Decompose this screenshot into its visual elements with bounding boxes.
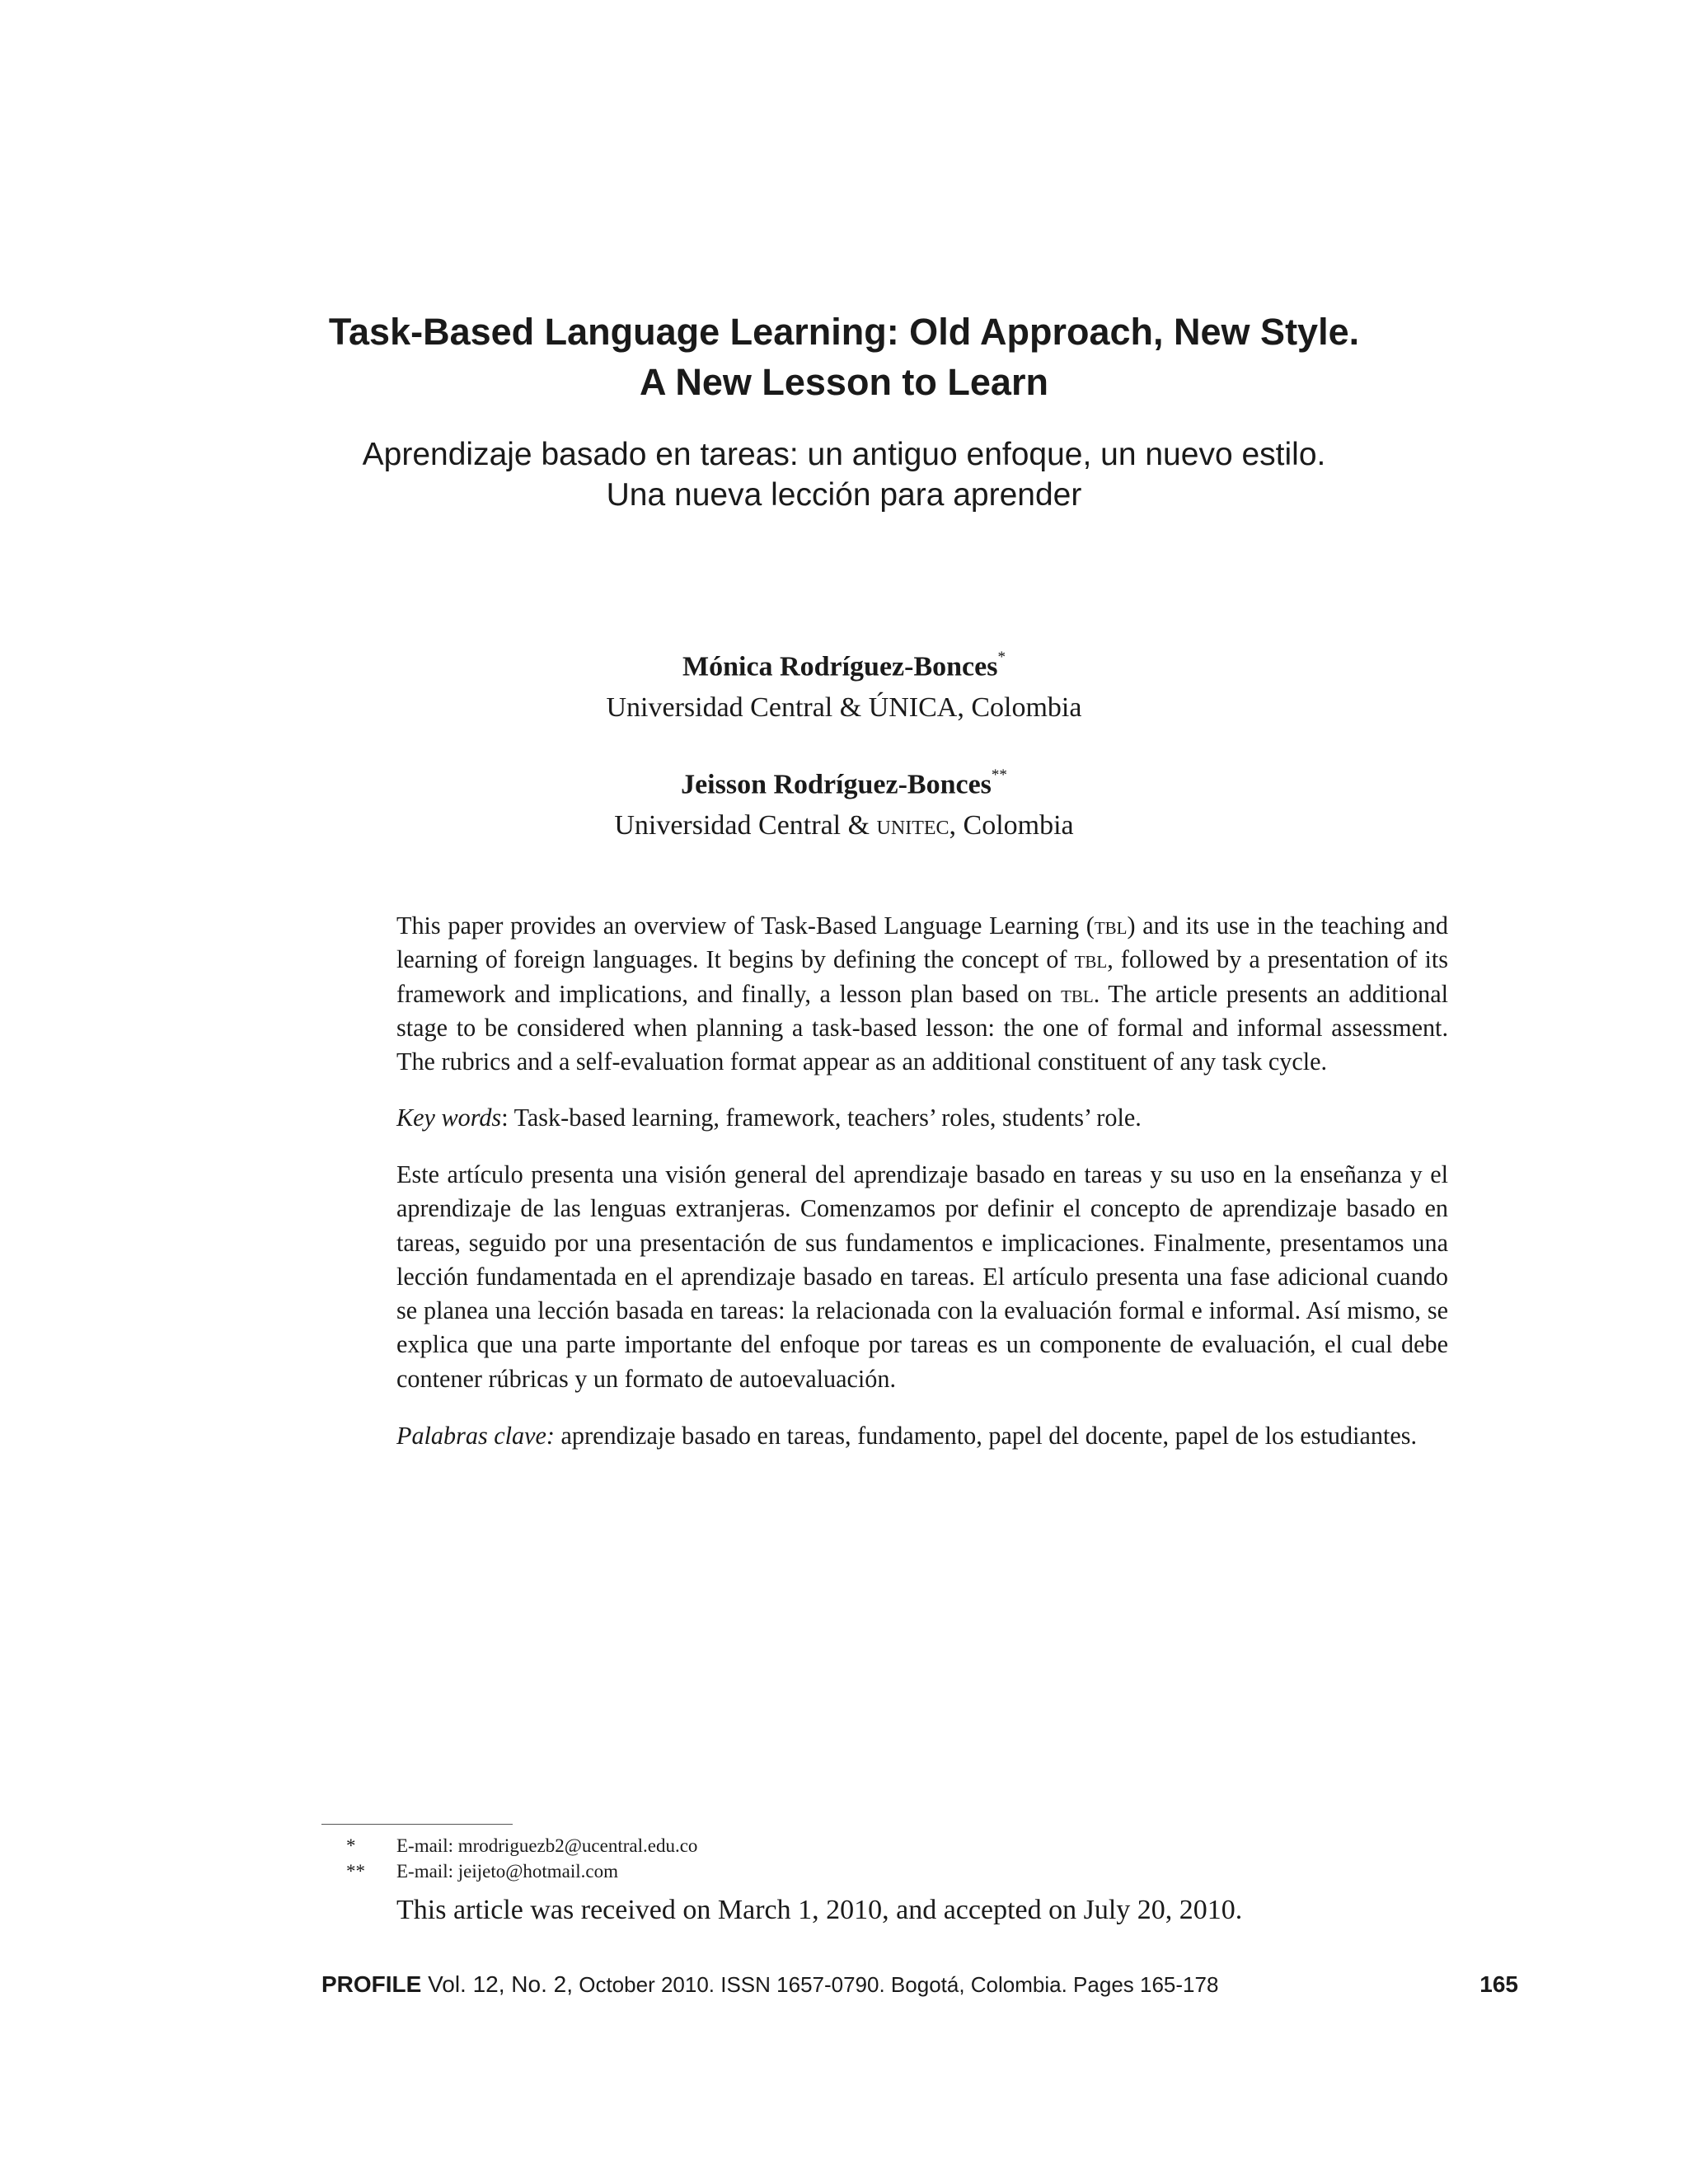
footnote-separator [321,1824,513,1825]
footnote-marker: ** [991,766,1007,784]
acronym: tbl [1061,979,1094,1008]
acronym: tbl [1094,912,1128,940]
author-block-1 [0,640,1688,729]
keywords-label: Key words [396,1104,502,1132]
page-number: 165 [1479,1971,1518,1997]
keywords-english: Key words: Task-based learning, framework, teachers’ roles, students’ role. [396,1104,1142,1132]
keywords-label: Palabras clave: [396,1422,555,1450]
journal-footer [321,1970,1218,1999]
institution-acronym: unitec [876,810,950,841]
article-title-line-2: A New Lesson to Learn [640,361,1048,403]
author-affiliation: Universidad Central & ÚNICA, Colombia [606,692,1082,724]
author-block-2 [0,758,1688,846]
author-affiliation: Universidad Central & unitec, Colombia [614,810,1074,841]
acronym: tbl [1074,945,1108,974]
received-accepted-note: This article was received on March 1, 2010, and accepted on July 20, 2010. [396,1895,1243,1925]
footnote-text: E-mail: mrodriguezb2@ucentral.edu.co [396,1835,698,1856]
article-subtitle-line-1: Aprendizaje basado en tareas: un antiguo enfoque, un nuevo estilo. [362,437,1326,472]
author-name: Mónica Rodríguez-Bonces* [682,649,1006,682]
keywords-spanish: Palabras clave: aprendizaje basado en tareas, fundamento, papel del docente, papel de los estudiantes. [396,1422,1418,1450]
footnote-mark: ** [346,1861,365,1882]
author-name: Jeisson Rodríguez-Bonces** [681,766,1007,800]
article-title-line-1: Task-Based Language Learning: Old Approach, New Style. [328,311,1360,353]
footnote-text: E-mail: jeijeto@hotmail.com [396,1861,619,1882]
footnote-2 [346,1859,618,1884]
article-subtitle-spanish [0,434,1688,515]
journal-details: October 2010. ISSN 1657-0790. Bogotá, Colombia. Pages 165-178 [573,1972,1219,1997]
abstract-spanish: Este artículo presenta una visión general del aprendizaje basado en tareas y su uso en la enseñanza y el aprendizaje de las lenguas extranjeras. Comenzamos por definir el concepto de aprendizaje basado en tareas, seguido por una presentación de sus fundamentos e implicaciones. Finalmente, presentamos una lección fundamentada en el aprendizaje basado en tareas. El artículo presenta una fase adicional cuando se planea una lección basada en tareas: la relacionada con la evaluación formal e informal. Así mismo, se explica que una parte importante del enfoque por tareas es un componente de evaluación, el cual debe contener rúbricas y un formato de autoevaluación. [396,1160,1448,1393]
footnote-1 [346,1834,697,1858]
footnote-mark: * [346,1835,356,1856]
journal-name: PROFILE [321,1971,422,1997]
footnote-marker: * [997,649,1006,666]
article-subtitle-line-2: Una nueva lección para aprender [606,477,1082,513]
abstract-english: This paper provides an overview of Task-Based Language Learning (tbl) and its use in the teaching and learning of foreign languages. It begins by defining the concept of tbl, followed by a presentation of its framework and implications, and finally, a lesson plan based on tbl. The article presents an additional stage to be considered when planning a task-based lesson: the one of formal and informal assessment. The rubrics and a self-evaluation format appear as an additional constituent of any task cycle. [396,912,1448,1076]
journal-volume: Vol. 12, No. 2, [421,1971,574,1997]
article-title [0,307,1688,407]
